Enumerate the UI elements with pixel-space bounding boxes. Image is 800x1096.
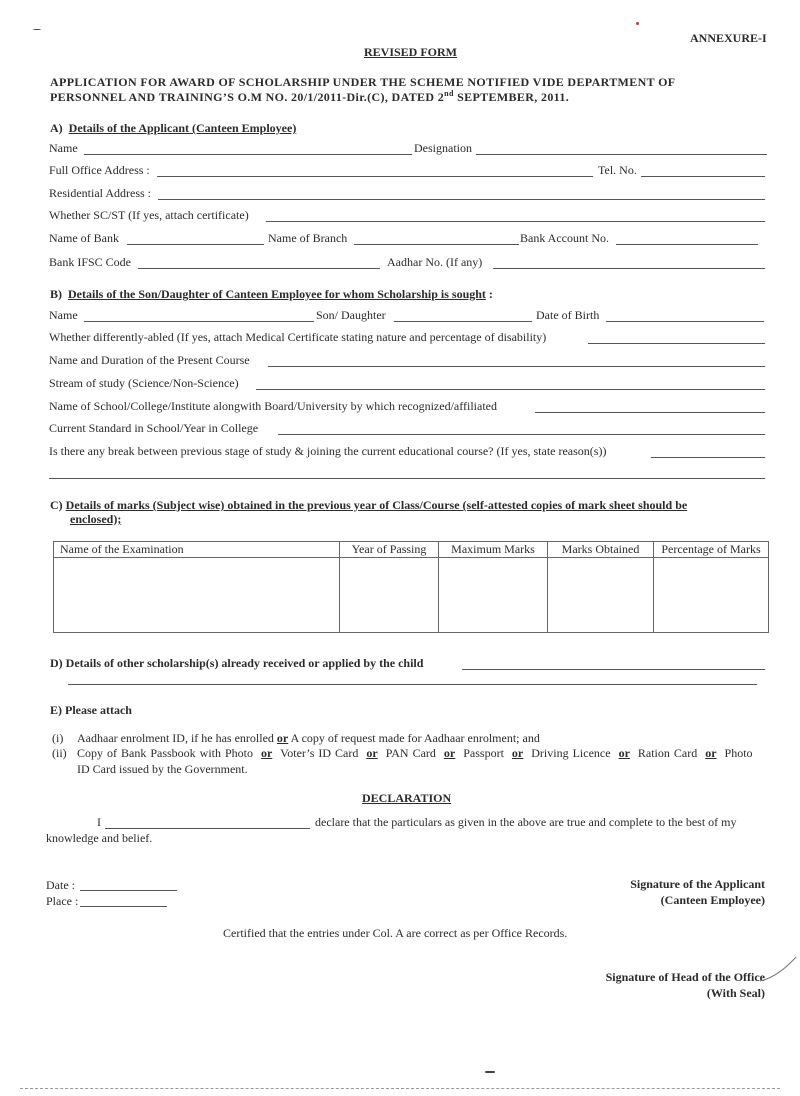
with-seal-label: (With Seal) — [706, 986, 765, 1000]
branch-field[interactable] — [354, 244, 519, 245]
designation-field[interactable] — [476, 154, 767, 155]
signature-head-label: Signature of Head of the Office — [605, 970, 765, 984]
declaration-text-2: knowledge and belief. — [46, 831, 153, 845]
dob-field[interactable] — [606, 321, 764, 322]
cell-maximum-marks[interactable] — [439, 558, 548, 633]
label-bank: Name of Bank — [49, 231, 119, 245]
cell-year-of-passing[interactable] — [340, 558, 439, 633]
attach-item-2: Copy of Bank Passbook with Photo or Voter’s ID Card or PAN Card or Passport or Driving Licence or Ration Card or Photo — [77, 746, 753, 760]
label-break: Is there any break between previous stage of study & joining the current educational course? (If yes, state reason(s)) — [49, 444, 607, 458]
heading-line-2: PERSONNEL AND TRAINING’S O.M NO. 20/1/2011-Dir.(C), DATED 2nd SEPTEMBER, 2011. — [50, 89, 570, 104]
attach-item-1: Aadhaar enrolment ID, if he has enrolled or A copy of request made for Aadhaar enrolment; and — [77, 731, 540, 745]
stream-field[interactable] — [256, 389, 765, 390]
label-son-daughter: Son/ Daughter — [316, 308, 386, 322]
marks-table-header — [54, 542, 769, 558]
cell-marks-obtained[interactable] — [548, 558, 654, 633]
col-percentage: Percentage of Marks — [654, 542, 769, 558]
attach-item-1-number: (i) — [52, 731, 64, 745]
form-title: REVISED FORM — [364, 45, 458, 59]
col-year-of-passing: Year of Passing — [340, 542, 439, 558]
declaration-title: DECLARATION — [362, 791, 452, 805]
section-c-heading: C) Details of marks (Subject wise) obtained in the previous year of Class/Course (self-attested copies of mark sheet should be — [50, 498, 688, 512]
other-scholarship-field[interactable] — [462, 669, 765, 670]
break-field-continued[interactable] — [49, 478, 765, 479]
section-c-heading-line-2: enclosed); — [70, 512, 122, 526]
marks-table — [53, 541, 769, 633]
label-account: Bank Account No. — [520, 231, 609, 245]
col-marks-obtained: Marks Obtained — [548, 542, 654, 558]
label-date: Date : — [46, 878, 75, 892]
certification-text: Certified that the entries under Col. A are correct as per Office Records. — [223, 926, 568, 940]
label-sc-st: Whether SC/ST (If yes, attach certificate) — [49, 208, 249, 222]
place-field[interactable] — [80, 906, 167, 907]
label-stream: Stream of study (Science/Non-Science) — [49, 376, 239, 390]
differently-abled-field[interactable] — [588, 343, 765, 344]
scan-speck — [485, 1071, 495, 1073]
sc-st-field[interactable] — [266, 221, 765, 222]
pen-stroke-mark — [758, 955, 798, 985]
label-office-address: Full Office Address : — [49, 163, 150, 177]
label-school: Name of School/College/Institute alongwith Board/University by which recognized/affiliated — [49, 399, 498, 413]
attach-item-2-line-2: ID Card issued by the Government. — [77, 762, 248, 776]
account-field[interactable] — [616, 244, 758, 245]
label-tel: Tel. No. — [598, 163, 637, 177]
canteen-employee-label: (Canteen Employee) — [660, 893, 765, 907]
office-address-field[interactable] — [157, 176, 593, 177]
son-daughter-field[interactable] — [394, 321, 532, 322]
declaration-text-1: declare that the particulars as given in the above are true and complete to the best of my — [315, 815, 737, 829]
name-field[interactable] — [84, 154, 412, 155]
child-name-field[interactable] — [84, 321, 314, 322]
section-d-heading: D) Details of other scholarship(s) already received or applied by the child — [50, 656, 424, 670]
tel-field[interactable] — [641, 176, 765, 177]
label-designation: Designation — [414, 141, 472, 155]
break-field[interactable] — [651, 457, 765, 458]
signature-applicant-label: Signature of the Applicant — [630, 877, 765, 891]
label-residential-address: Residential Address : — [49, 186, 151, 200]
label-name: Name — [49, 141, 78, 155]
label-differently-abled: Whether differently-abled (If yes, attach Medical Certificate stating nature and percentage of disability) — [49, 330, 547, 344]
cell-examination[interactable] — [54, 558, 340, 633]
ifsc-field[interactable] — [138, 268, 380, 269]
label-ifsc: Bank IFSC Code — [49, 255, 132, 269]
heading-line-1: APPLICATION FOR AWARD OF SCHOLARSHIP UNDER THE SCHEME NOTIFIED VIDE DEPARTMENT OF — [50, 75, 676, 89]
label-child-name: Name — [49, 308, 78, 322]
scan-speck — [33, 29, 41, 30]
annexure-label: ANNEXURE-I — [690, 31, 767, 45]
aadhar-field[interactable] — [493, 268, 765, 269]
attach-item-2-number: (ii) — [52, 746, 67, 760]
course-field[interactable] — [268, 366, 765, 367]
bank-field[interactable] — [127, 244, 264, 245]
declarant-name-field[interactable] — [105, 828, 310, 829]
label-standard: Current Standard in School/Year in College — [49, 421, 259, 435]
date-field[interactable] — [80, 890, 177, 891]
col-maximum-marks: Maximum Marks — [439, 542, 548, 558]
scan-speck — [636, 22, 639, 25]
label-place: Place : — [46, 894, 79, 908]
section-a-heading: A) Details of the Applicant (Canteen Employee) — [50, 121, 297, 135]
cell-percentage[interactable] — [654, 558, 769, 633]
label-course: Name and Duration of the Present Course — [49, 353, 250, 367]
label-dob: Date of Birth — [536, 308, 600, 322]
section-e-heading: E) Please attach — [50, 703, 132, 717]
marks-table-row — [54, 558, 769, 633]
standard-field[interactable] — [278, 434, 765, 435]
other-scholarship-field-continued[interactable] — [68, 684, 757, 685]
school-field[interactable] — [535, 412, 765, 413]
label-aadhar: Aadhar No. (If any) — [387, 255, 483, 269]
section-b-heading: B) Details of the Son/Daughter of Canteen Employee for whom Scholarship is sought : — [50, 287, 493, 301]
col-examination: Name of the Examination — [54, 542, 340, 558]
label-branch: Name of Branch — [268, 231, 348, 245]
page-bottom-edge — [20, 1088, 780, 1089]
declaration-i: I — [97, 815, 101, 829]
residential-address-field[interactable] — [158, 199, 765, 200]
